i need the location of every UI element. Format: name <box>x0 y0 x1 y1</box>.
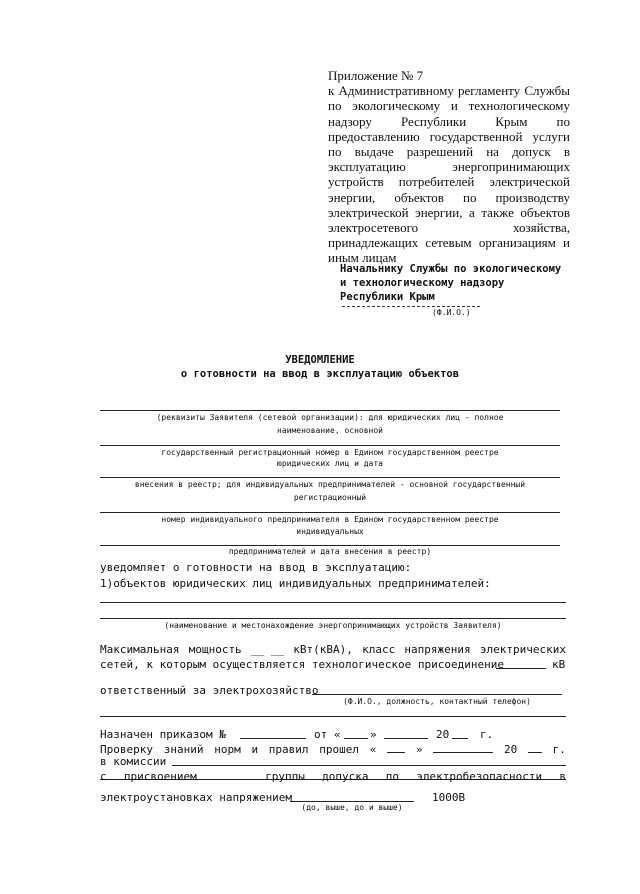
order-close-quote: » <box>370 728 377 741</box>
applicant-caption-4a: номер индивидуального предпринимателя в Едином государственном реестре <box>161 515 499 524</box>
object-line-2 <box>100 618 566 619</box>
responsible-label: ответственный за электрохозяйство <box>100 684 319 697</box>
power-word: напряжения <box>404 643 471 656</box>
commission-label: в комиссии <box>100 755 167 768</box>
check-word: знаний <box>163 743 204 756</box>
voltage-class-blank <box>496 668 546 669</box>
applicant-line-4 <box>100 512 560 513</box>
commission-line <box>172 765 566 766</box>
check-word: « <box>369 743 377 756</box>
appendix-text: к Административному регламенту Службы по экологическому и технологическому надзору Республики Крым по предоставлению государственной услуги по выдаче разрешений на допуск в эксплуатацию энергопринимающих устройств потребителей электрической энергии, объектов по производству электрической энергии, а также объектов электросетевого хозяйства, принадлежащих сетевым организациям и иным лицам <box>328 83 570 266</box>
check-word: правил <box>268 743 309 756</box>
power-word: Максимальная <box>100 643 180 656</box>
appendix-block <box>328 68 570 266</box>
check-day-blank <box>387 743 405 753</box>
order-number-blank <box>240 738 306 739</box>
applicant-caption-1a: (реквизиты Заявителя (сетевой организации): для юридических лиц - полное <box>156 413 504 422</box>
group-word: допуска <box>322 770 369 783</box>
group-word: с <box>100 770 107 783</box>
check-word: г. <box>552 743 566 756</box>
item-1-text: 1)объектов юридических лиц индивидуальных предпринимателей: <box>100 577 491 590</box>
power-word: мощность <box>188 643 242 656</box>
object-caption: (наименование и местонахождение энергопринимающих устройств Заявителя) <box>164 621 502 630</box>
check-word: Проверку <box>100 743 153 756</box>
applicant-line-1 <box>100 410 560 411</box>
group-word: присвоением <box>123 770 197 783</box>
order-label: Назначен приказом № <box>100 728 226 741</box>
applicant-line-5 <box>100 545 560 546</box>
applicant-caption-3b: регистрационный <box>293 493 367 502</box>
group-word: по <box>385 770 400 783</box>
addressee-block <box>340 262 590 304</box>
addressee-line-1: Начальнику Службы по экологическому <box>340 263 562 275</box>
addressee-fio-caption: (Ф.И.О.) <box>432 308 471 317</box>
addressee-fio-line <box>342 306 480 307</box>
applicant-caption-3a: внесения в реестр; для индивидуальных предпринимателей - основной государственный <box>134 480 526 489</box>
applicant-line-2 <box>100 445 560 446</box>
group-word: электробезопасности <box>416 770 543 783</box>
power-word: класс <box>362 643 396 656</box>
power-line-1 <box>100 643 566 656</box>
power-line-2: сетей, к которым осуществляется технологическое присоединение <box>100 658 504 671</box>
order-from: от « <box>314 728 341 741</box>
addressee-line-2: и технологическому надзору <box>340 277 505 289</box>
check-word: 20 <box>503 743 518 756</box>
object-line-1 <box>100 602 566 603</box>
responsible-line <box>312 694 562 695</box>
responsible-caption: (Ф.И.О., должность, контактный телефон) <box>343 697 531 706</box>
voltage-value: 1000В <box>432 791 466 804</box>
power-word: электрических <box>479 643 566 656</box>
group-word: группы <box>265 770 305 783</box>
applicant-caption-4b: индивидуальных <box>296 527 364 536</box>
check-year-blank <box>528 743 542 753</box>
voltage-label: электроустановках напряжением <box>100 791 293 804</box>
appendix-title: Приложение № 7 <box>328 68 424 83</box>
applicant-line-3 <box>100 477 560 478</box>
group-word: в <box>559 770 566 783</box>
power-unit: кВ <box>552 658 566 671</box>
addressee-line-3: Республики Крым <box>340 291 435 303</box>
applicant-caption-1b: наименование, основной <box>277 426 383 435</box>
voltage-caption: (до, выше, до и выше) <box>301 803 403 812</box>
order-year-suffix: г. <box>480 728 494 741</box>
order-year-prefix: 20 <box>436 728 450 741</box>
voltage-line <box>290 801 414 802</box>
group-blank <box>214 770 248 780</box>
check-word: прошел <box>319 743 360 756</box>
check-line <box>100 743 566 756</box>
applicant-caption-5: предпринимателей и дата внесения в реестр) <box>228 547 432 556</box>
order-month-blank <box>384 738 428 739</box>
responsible-line-2 <box>100 716 566 717</box>
applicant-caption-2b: юридических лиц и дата <box>277 459 383 468</box>
order-day-blank <box>344 738 368 739</box>
check-month-blank <box>433 743 493 753</box>
check-word: » <box>415 743 423 756</box>
notifies-text: уведомляет о готовности на ввод в эксплуатацию: <box>100 561 412 574</box>
order-year-blank <box>452 738 468 739</box>
power-word: __ __ <box>250 643 285 656</box>
notice-title: УВЕДОМЛЕНИЕ <box>285 354 355 366</box>
check-word: норм <box>214 743 241 756</box>
notice-subtitle: о готовности на ввод в эксплуатацию объектов <box>180 368 460 380</box>
group-line <box>100 770 566 783</box>
check-word: и <box>251 743 259 756</box>
applicant-caption-2a: государственный регистрационный номер в Едином государственном реестре <box>161 448 499 457</box>
power-word: кВт(кВА), <box>293 643 353 656</box>
